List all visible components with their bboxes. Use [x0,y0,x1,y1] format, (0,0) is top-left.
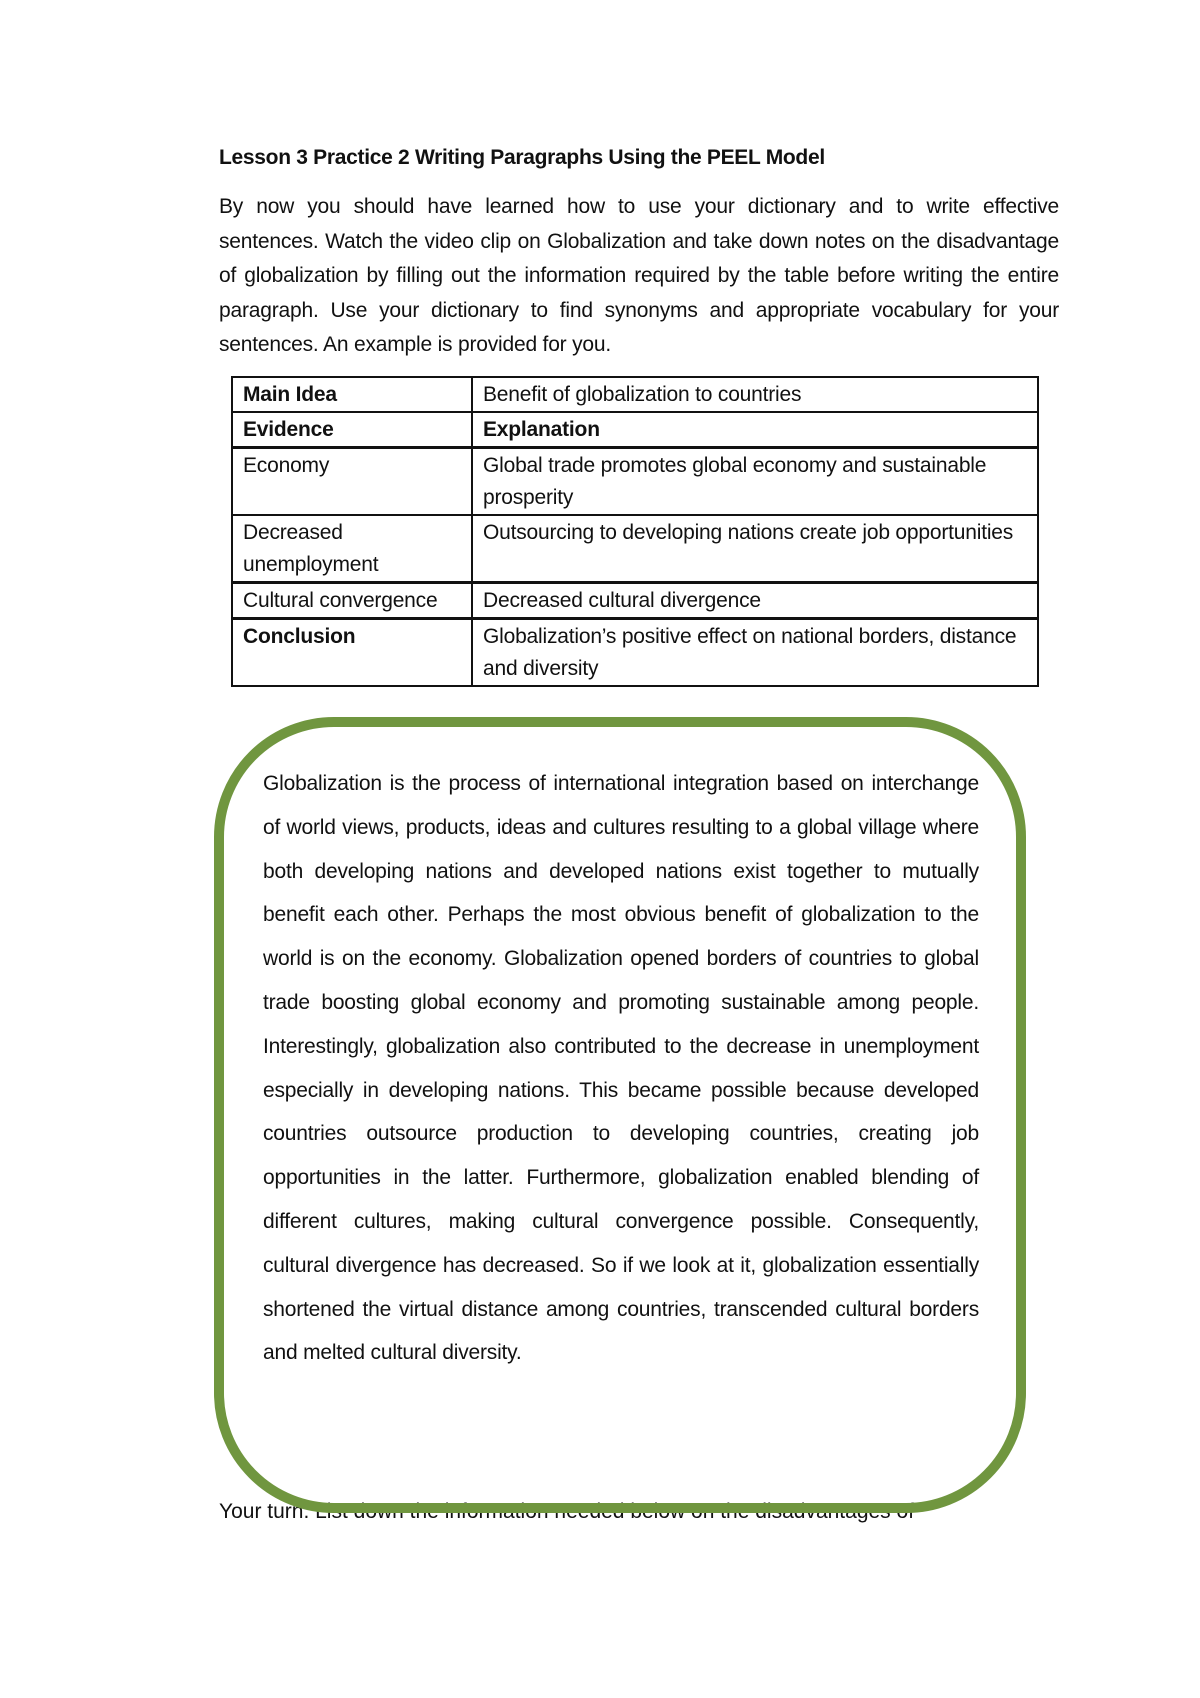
intro-paragraph: By now you should have learned how to use your dictionary and to write effective sentences. Watch the video clip on Globalization and take down notes on the disadvantage of globalization by filling out the information required by the table before writing the entire paragraph. Use your dictionary to find synonyms and appropriate vocabulary for your sentences. An example is provided for you. [219,195,1059,356]
explanation-cell: Global trade promotes global economy and sustainable prosperity [472,448,1038,516]
conclusion-value: Globalization’s positive effect on national borders, distance and diversity [472,619,1038,687]
lesson-title: Lesson 3 Practice 2 Writing Paragraphs Using the PEEL Model [219,146,825,169]
table-row [232,515,1038,583]
evidence-cell: Economy [232,448,472,516]
table-row-conclusion [232,619,1038,687]
table-row-main-idea [232,377,1038,412]
conclusion-label: Conclusion [232,619,472,687]
evidence-header: Evidence [232,412,472,448]
peel-table [231,376,1039,687]
table-row [232,448,1038,516]
table-row [232,583,1038,619]
example-paragraph: Globalization is the process of international integration based on interchange of world views, products, ideas and cultures resulting to a global village where both developing nations and developed nations exist together to mutually benefit each other. Perhaps the most obvious benefit of globalization to the world is on the economy. Globalization opened borders of countries to global trade boosting global economy and promoting sustainable among people. Interestingly, globalization also contributed to the decrease in unemployment especially in developing nations. This became possible because developed countries outsource production to developing countries, creating job opportunities in the latter. Furthermore, globalization enabled blending of different cultures, making cultural convergence possible. Consequently, cultural divergence has decreased. So if we look at it, globalization essentially shortened the virtual distance among countries, transcended cultural borders and melted cultural diversity. [263,772,979,1365]
explanation-cell: Outsourcing to developing nations create job opportunities [472,515,1038,583]
main-idea-label: Main Idea [232,377,472,412]
explanation-cell: Decreased cultural divergence [472,583,1038,619]
main-idea-value: Benefit of globalization to countries [472,377,1038,412]
evidence-cell: Cultural convergence [232,583,472,619]
your-turn-instruction: Your turn. List down the information needed below on the disadvantages of [219,1500,915,1523]
explanation-header: Explanation [472,412,1038,448]
table-row-header [232,412,1038,448]
evidence-cell: Decreased unemployment [232,515,472,583]
